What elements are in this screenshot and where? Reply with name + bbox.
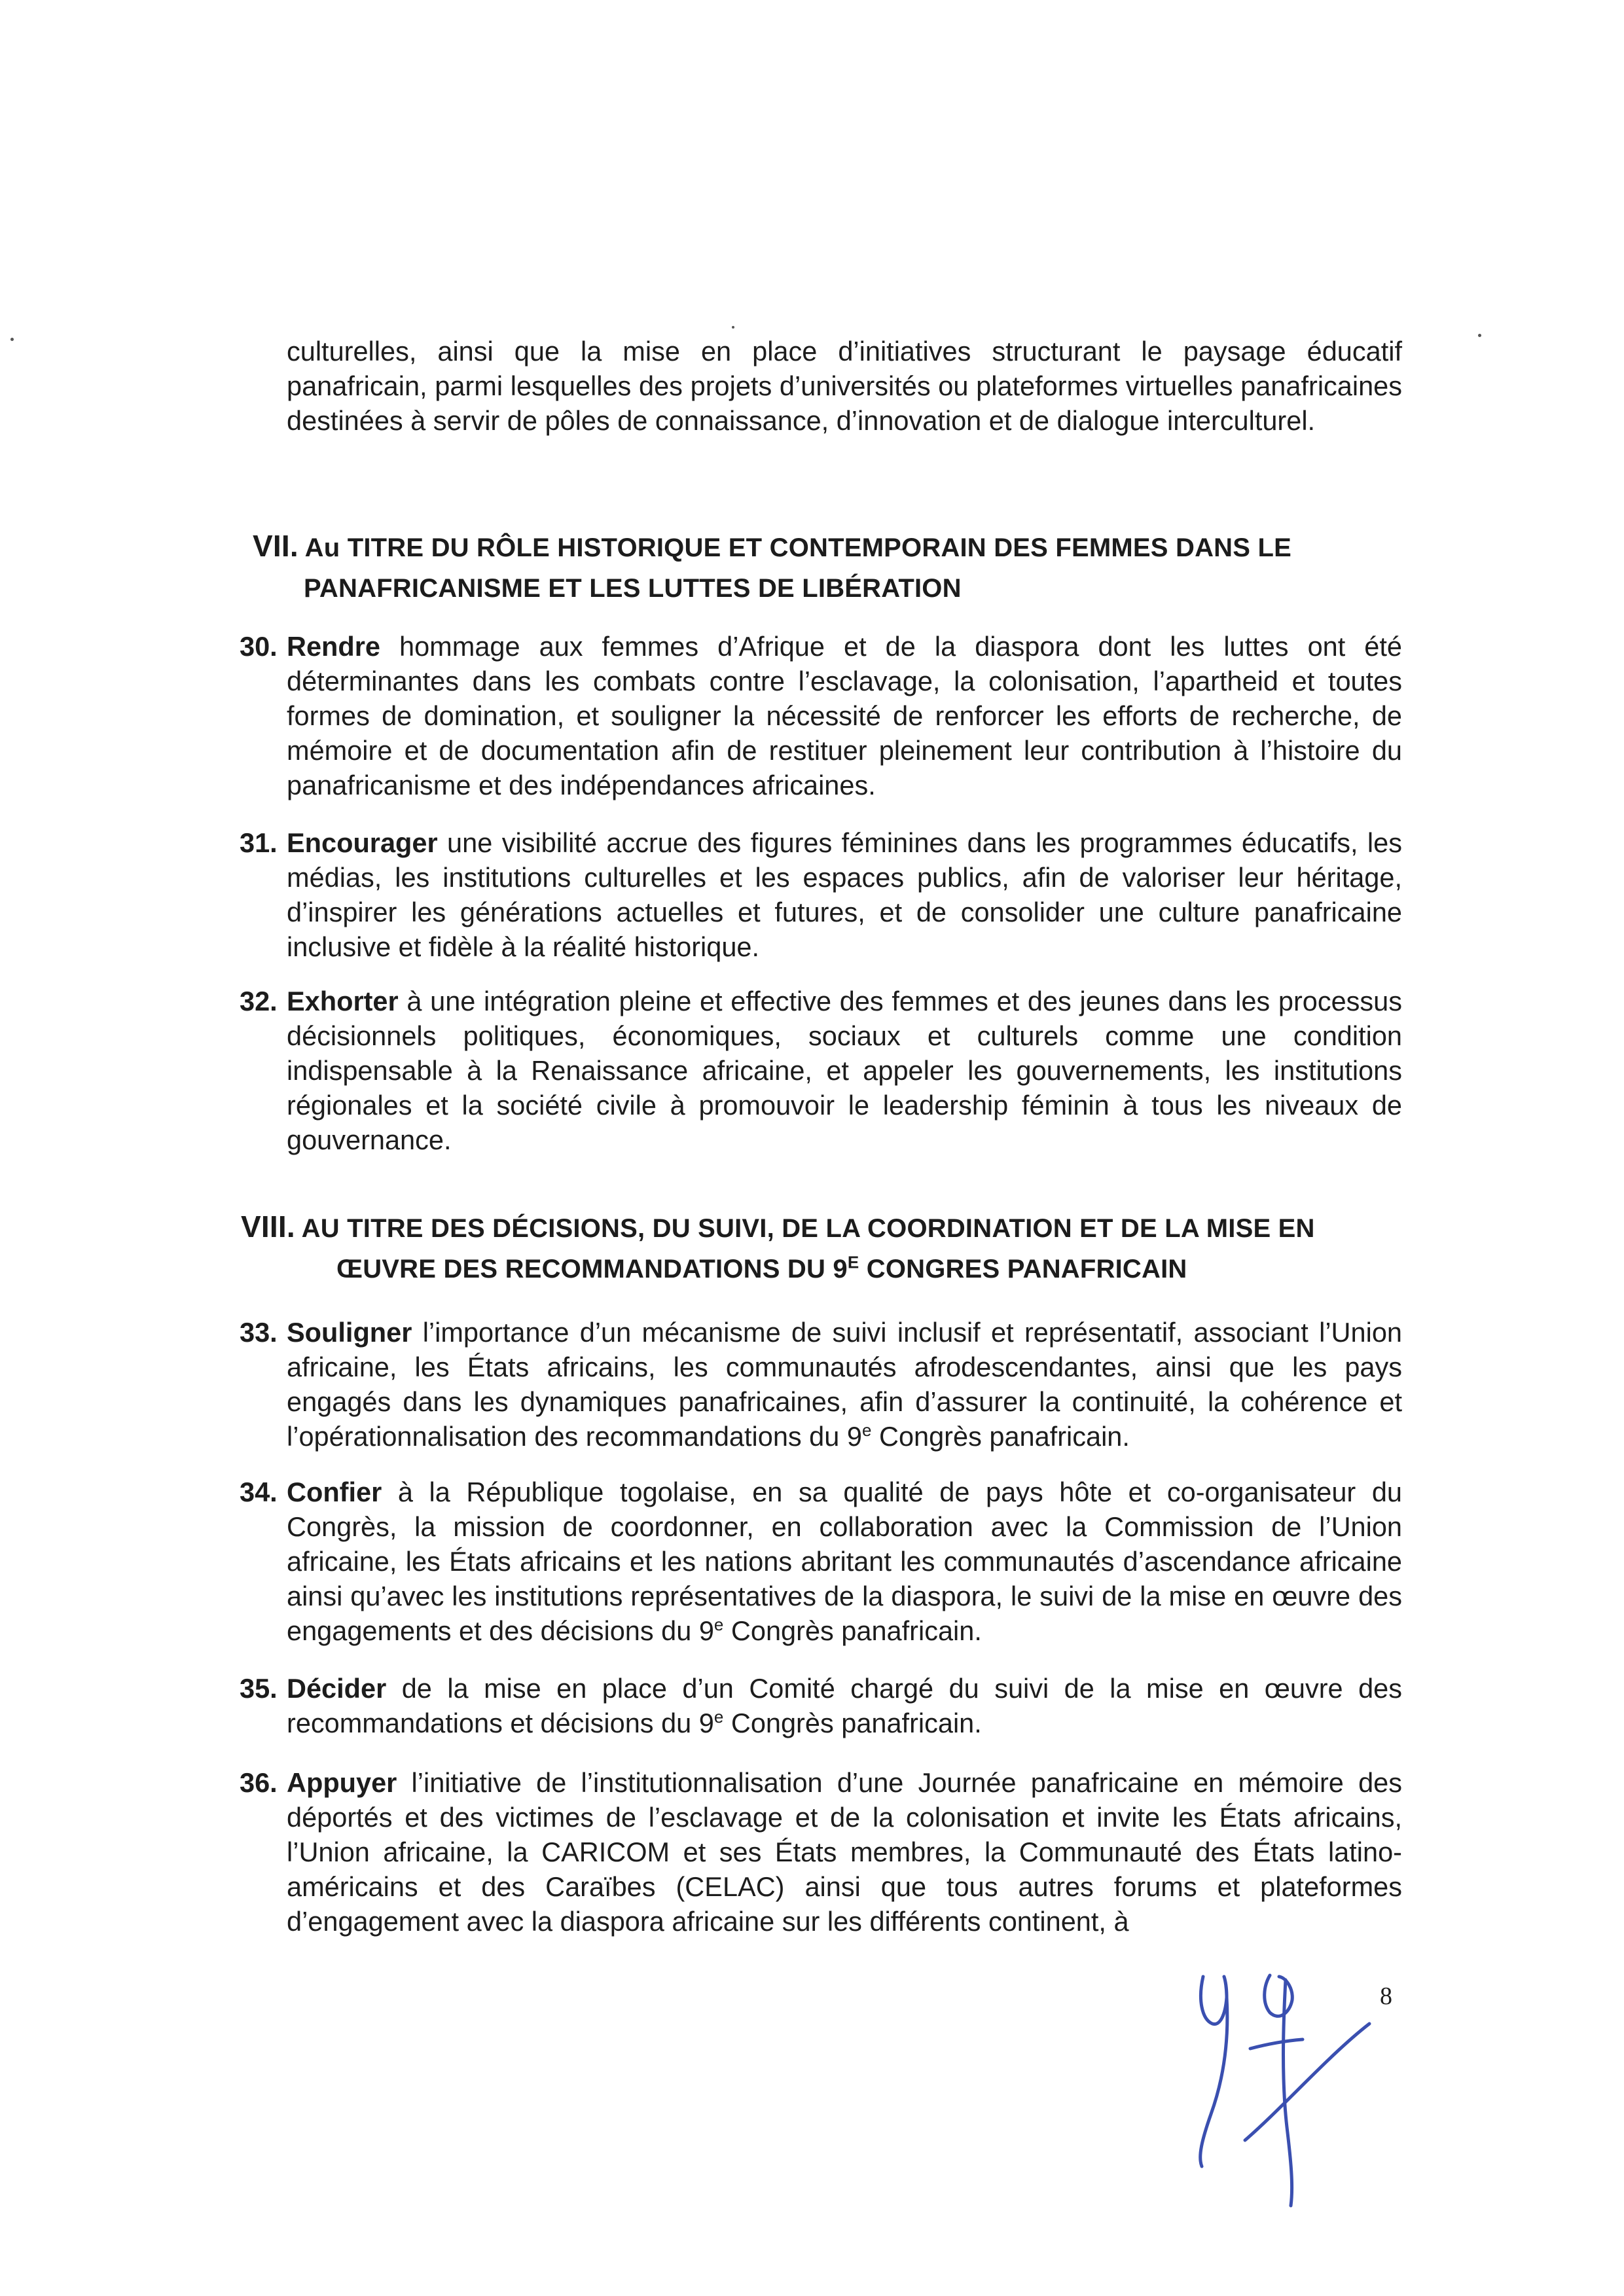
superscript: e	[713, 1615, 724, 1635]
item-body: à une intégration pleine et effective des femmes et des jeunes dans les processus décisionnels politiques, économiques, sociaux et culturels comme une condition indispensable à la Renaissance africaine, et appeler les gouvernements, les institutions régionales et la société civile à promouvoir le leadership féminin à tous les niveaux de gouvernance.	[287, 986, 1402, 1155]
item-number: 30.	[240, 631, 278, 662]
item-text	[287, 825, 1402, 964]
item-body: l’initiative de l’institutionnalisation d’une Journée panafricaine en mémoire des déportés et des victimes de l’esclavage et de la colonisation et invite les États africains, l’Union africaine, la CARICOM et ses États membres, la Communauté des États latino-américains et des Caraïbes (CELAC) ainsi que tous autres forums et plateformes d’engagement avec la diaspora africaine sur les différents continent, à	[287, 1767, 1402, 1937]
section-title-line1: AU TITRE DES DÉCISIONS, DU SUIVI, DE LA COORDINATION ET DE LA MISE EN	[301, 1214, 1315, 1243]
item-text	[287, 1765, 1402, 1939]
superscript: E	[847, 1252, 859, 1272]
section-heading-viii	[241, 1206, 1405, 1289]
item-number: 33.	[240, 1317, 278, 1348]
item-body: une visibilité accrue des figures féminines dans les programmes éducatifs, les médias, les institutions culturelles et les espaces publics, afin de valoriser leur héritage, d’inspirer les générations actuelles et futures, et de consolider une culture panafricaine inclusive et fidèle à la réalité historique.	[287, 827, 1402, 962]
item-verb: Encourager	[287, 827, 438, 858]
scan-speck	[1478, 334, 1481, 337]
handwritten-signature	[1172, 1950, 1388, 2232]
item-number: 32.	[240, 986, 278, 1016]
item-number: 36.	[240, 1767, 278, 1798]
item-number: 35.	[240, 1673, 278, 1704]
intro-paragraph: culturelles, ainsi que la mise en place d’initiatives structurant le paysage éducatif panafricain, parmi lesquelles des projets d’universités ou plateformes virtuelles panafricaines destinées à servir de pôles de connaissance, d’innovation et de dialogue interculturel.	[287, 336, 1402, 436]
section-numeral: VIII.	[241, 1210, 295, 1244]
item-verb: Exhorter	[287, 986, 399, 1016]
resolution-item-32	[240, 984, 1402, 1157]
signature-stroke	[1245, 2024, 1369, 2140]
resolution-item-35	[240, 1671, 1402, 1740]
section-title-line2: ŒUVRE DES RECOMMANDATIONS DU $9^E$ CONGRES PANAFRICAIN	[336, 1252, 1187, 1283]
signature-stroke	[1284, 1980, 1292, 2206]
section-title-line1: Au TITRE DU RÔLE HISTORIQUE ET CONTEMPORAIN DES FEMMES DANS LE	[304, 533, 1291, 562]
section-title-line2: PANAFRICANISME ET LES LUTTES DE LIBÉRATION	[304, 574, 962, 603]
resolution-item-31	[240, 825, 1402, 964]
item-verb: Souligner	[287, 1317, 412, 1348]
signature-stroke	[1265, 1975, 1293, 2016]
section-numeral: VII.	[253, 529, 298, 563]
item-verb: Appuyer	[287, 1767, 397, 1798]
superscript: e	[861, 1420, 872, 1441]
signature-stroke	[1250, 2039, 1303, 2049]
resolution-item-34	[240, 1475, 1402, 1648]
resolution-item-33	[240, 1315, 1402, 1454]
item-number: 31.	[240, 827, 278, 858]
page-number: 8	[1380, 1982, 1392, 2010]
signature-stroke	[1200, 1977, 1227, 2024]
resolution-item-36	[240, 1765, 1402, 1939]
item-body: hommage aux femmes d’Afrique et de la diaspora dont les luttes ont été déterminantes dans les combats contre l’esclavage, la colonisation, l’apartheid et toutes formes de domination, et souligner la nécessité de renforcer les efforts de recherche, de mémoire et de documentation afin de restituer pleinement leur contribution à l’histoire du panafricanisme et des indépendances africaines.	[287, 631, 1402, 800]
item-verb: Décider	[287, 1673, 387, 1704]
section-heading-vii	[253, 526, 1405, 609]
superscript: e	[713, 1707, 724, 1727]
item-text: Décider de la mise en place d’un Comité chargé du suivi de la mise en œuvre des recommandations et décisions du 9e Congrès panafricain.	[287, 1673, 1402, 1738]
item-text: Souligner l’importance d’un mécanisme de suivi inclusif et représentatif, associant l’Union africaine, les États africains, les communautés afrodescendantes, ainsi que les pays engagés dans les dynamiques panafricaines, afin d’assurer la continuité, la cohérence et l’opérationnalisation des recommandations du 9e Congrès panafricain.	[287, 1317, 1402, 1452]
item-verb: Rendre	[287, 631, 380, 662]
scan-speck	[732, 326, 734, 329]
item-text	[287, 629, 1402, 802]
scan-speck	[10, 338, 14, 341]
item-text	[287, 984, 1402, 1157]
item-verb: Confier	[287, 1477, 382, 1507]
resolution-item-30	[240, 629, 1402, 802]
item-number: 34.	[240, 1477, 278, 1507]
item-text: Confier à la République togolaise, en sa qualité de pays hôte et co-organisateur du Congrès, la mission de coordonner, en collaboration avec la Commission de l’Union africaine, les États africains et les nations abritant les communautés d’ascendance africaine ainsi qu’avec les institutions représentatives de la diaspora, le suivi de la mise en œuvre des engagements et des décisions du 9e Congrès panafricain.	[287, 1477, 1402, 1646]
